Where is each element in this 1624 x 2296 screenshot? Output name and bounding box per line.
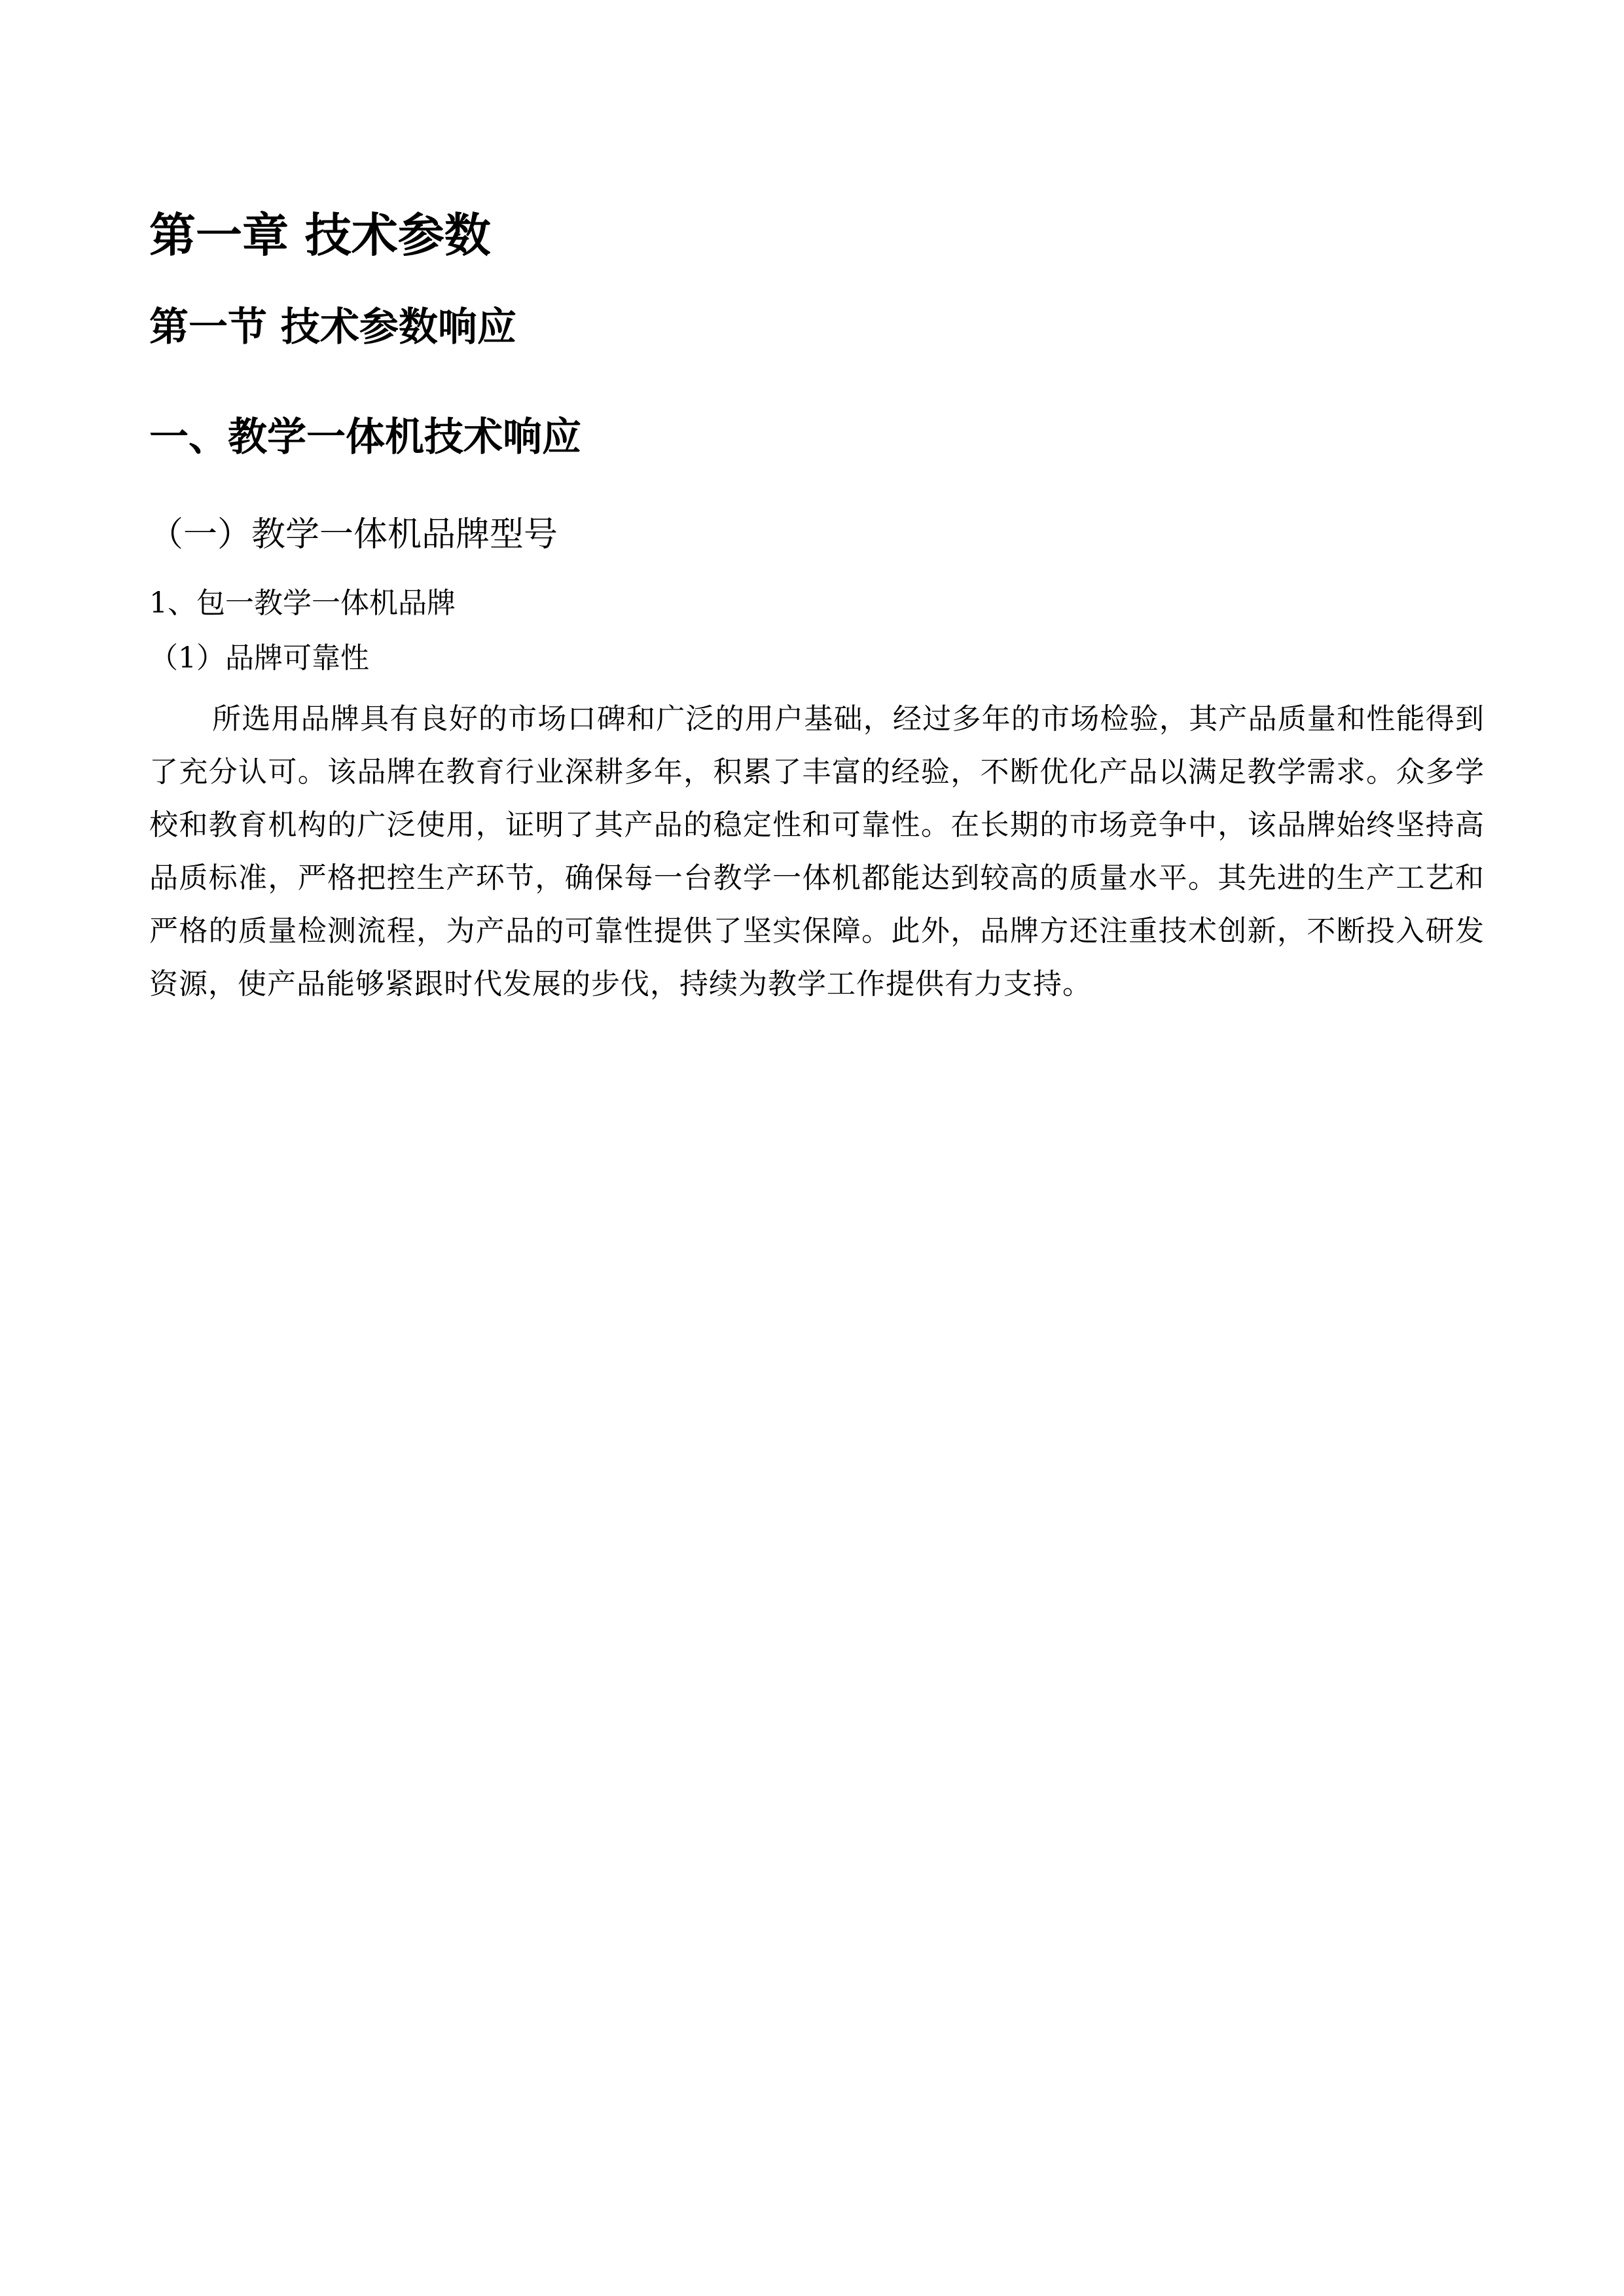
item-title: （一）教学一体机品牌型号 [149, 515, 558, 554]
section-title: 第一节 技术参数响应 [149, 304, 516, 350]
point-title: （1）品牌可靠性 [149, 641, 369, 675]
subitem-title: 1、包一教学一体机品牌 [149, 586, 456, 620]
body-paragraph: 所选用品牌具有良好的市场口碑和广泛的用户基础，经过多年的市场检验，其产品质量和性能得到了充分认可。该品牌在教育行业深耕多年，积累了丰富的经验，不断优化产品以满足教学需求。众多学校和教育机构的广泛使用，证明了其产品的稳定性和可靠性。在长期的市场竞争中，该品牌始终坚持高品质标准，严格把控生产环节，确保每一台教学一体机都能达到较高的质量水平。其先进的生产工艺和严格的质量检测流程，为产品的可靠性提供了坚实保障。此外，品牌方还注重技术创新，不断投入研发资源，使产品能够紧跟时代发展的步伐，持续为教学工作提供有力支持。 [149, 702, 1485, 1001]
subsection-title: 一、教学一体机技术响应 [149, 414, 581, 460]
chapter-title: 第一章 技术参数 [149, 208, 491, 262]
document-body [149, 196, 1485, 1011]
